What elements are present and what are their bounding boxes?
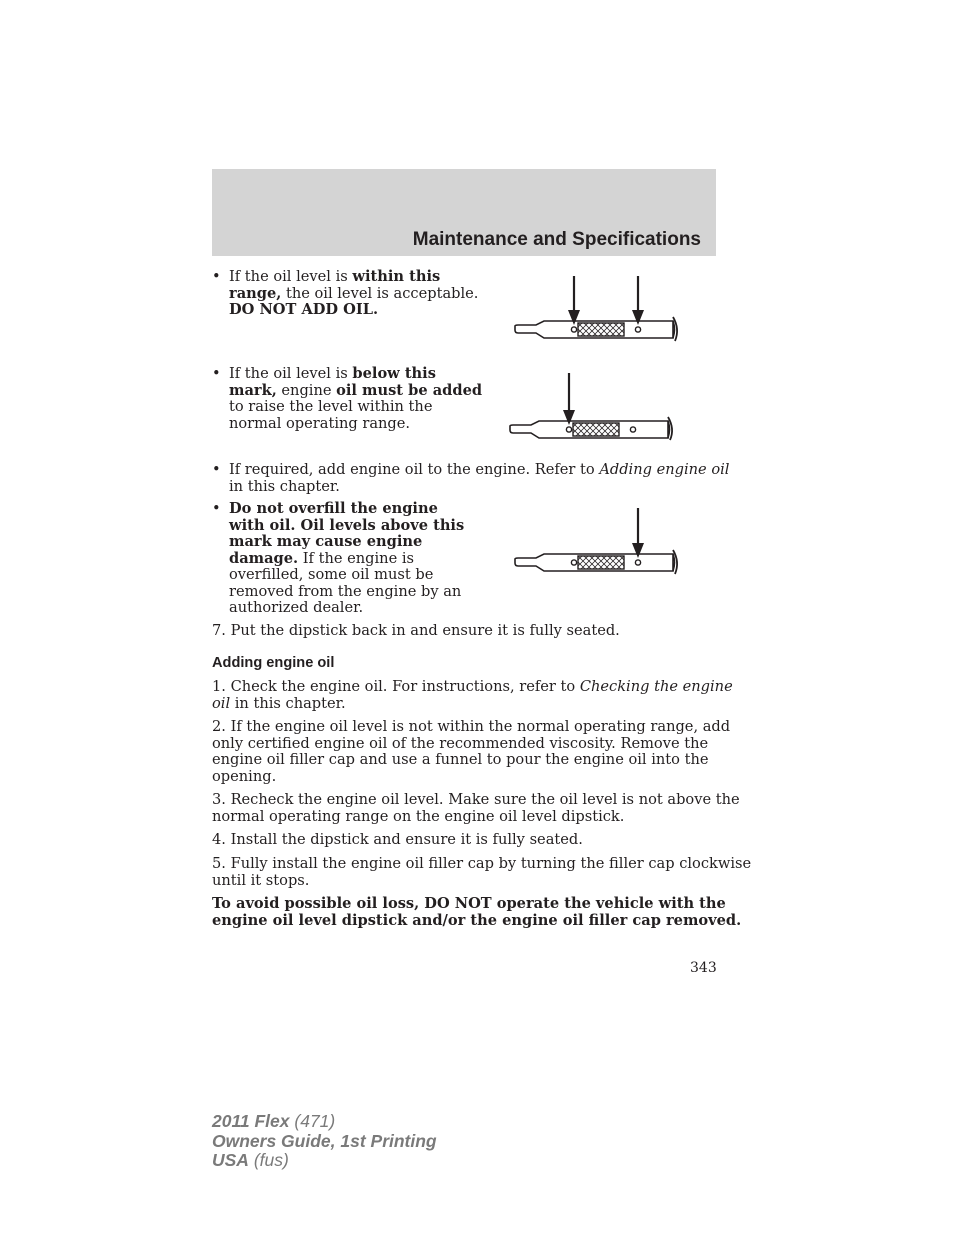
- section-title: Maintenance and Specifications: [412, 229, 701, 250]
- bullet-text: If the oil level is below this mark, engine oil must be added to raise the level within the normal operating range.: [229, 365, 483, 432]
- bullet-oil-below-mark: [212, 366, 482, 432]
- instruction-step-2: 2. If the engine oil level is not within the normal operating range, add only certified engine oil of the recommended viscosity. Remove the engine oil filler cap and use a funnel to pour the engine oil into the opening.: [212, 718, 731, 785]
- section-header-band: [212, 169, 716, 256]
- instruction-step-5: 5. Fully install the engine oil filler cap by turning the filler cap clockwise until it stops.: [212, 855, 752, 889]
- bullet-text: If the oil level is within this range, the oil level is acceptable. DO NOT ADD OIL.: [229, 268, 479, 318]
- page-number: 343: [690, 960, 717, 976]
- bullet-oil-in-range: [212, 269, 478, 319]
- bullet-marker: •: [212, 500, 221, 517]
- bullet-marker: •: [212, 268, 221, 285]
- instruction-step-3: 3. Recheck the engine oil level. Make sure the oil level is not above the normal operating range on the engine oil level dipstick.: [212, 791, 740, 825]
- instruction-step-4: 4. Install the dipstick and ensure it is fully seated.: [212, 831, 583, 848]
- dipstick-low-icon: [505, 369, 677, 441]
- instruction-step-1: 1. Check the engine oil. For instructions, refer to Checking the engine oil in this chapter.: [212, 678, 733, 712]
- bullet-marker: •: [212, 365, 221, 382]
- section-heading: Adding engine oil: [212, 655, 335, 671]
- footer-print-info: 2011 Flex (471) Owners Guide, 1st Printing USA (fus): [212, 1111, 437, 1170]
- dipstick-full-icon: [510, 505, 682, 577]
- bullet-add-oil-reference: [212, 462, 729, 495]
- dipstick-range-icon: [510, 272, 682, 344]
- bullet-do-not-overfill: [212, 501, 464, 617]
- warning-text: To avoid possible oil loss, DO NOT operate the vehicle with the engine oil level dipstick and/or the engine oil filler cap removed.: [212, 895, 742, 929]
- step-7: 7. Put the dipstick back in and ensure it is fully seated.: [212, 622, 620, 639]
- bullet-text: Do not overfill the engine with oil. Oil levels above this mark may cause engine damage. If the engine is overfilled, some oil must be removed from the engine by an authorized dealer.: [229, 500, 465, 616]
- bullet-marker: •: [212, 461, 221, 478]
- bullet-text: If required, add engine oil to the engine. Refer to Adding engine oil in this chapter.: [229, 461, 730, 495]
